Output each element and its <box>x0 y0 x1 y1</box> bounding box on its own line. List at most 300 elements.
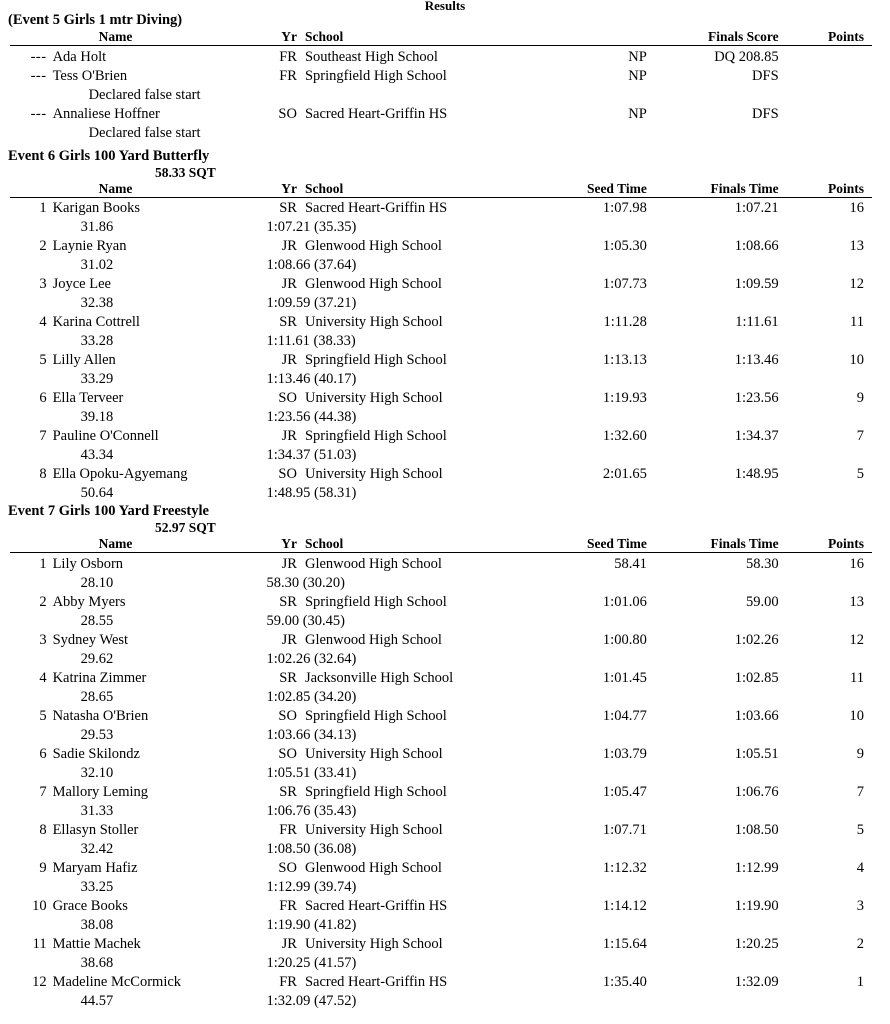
cell-finals: 1:07.21 <box>734 200 779 216</box>
cell-name: Grace Books <box>52 897 128 914</box>
cell-split-2: 1:12.99 (39.74) <box>266 878 357 895</box>
cell-finals: 1:48.95 <box>734 466 779 482</box>
cell-split-2: 1:32.09 (47.52) <box>266 992 357 1009</box>
cell-split-2: 1:19.90 (41.82) <box>266 916 357 933</box>
cell-blank <box>10 802 53 821</box>
cell-place: 8 <box>39 821 47 838</box>
table-row <box>10 897 872 916</box>
cell-name: Maryam Hafiz <box>52 859 138 876</box>
cell-finals: 1:02.85 <box>734 669 779 686</box>
splits-row <box>10 612 872 631</box>
cell-seed: NP <box>628 67 647 84</box>
col-place <box>10 536 53 553</box>
cell-split-1: 50.64 <box>80 485 114 501</box>
cell-name: Pauline O'Connell <box>52 428 159 444</box>
cell-points <box>779 67 872 86</box>
cell-blank <box>10 650 53 669</box>
cell-seed: 1:05.30 <box>602 238 647 254</box>
col-school: School <box>297 181 515 198</box>
cell-place: --- <box>30 67 47 84</box>
col-yr: Yr <box>260 181 297 198</box>
cell-blank <box>10 370 53 389</box>
cell-points: 2 <box>856 935 864 952</box>
splits-row <box>10 650 872 669</box>
table-header-row <box>10 29 872 46</box>
splits-row <box>10 726 872 745</box>
cell-place: 4 <box>39 669 47 686</box>
cell-seed: 1:01.06 <box>602 593 647 610</box>
cell-seed: 1:07.98 <box>602 200 647 216</box>
results-table-event-5 <box>10 29 872 143</box>
splits-row <box>10 408 872 427</box>
cell-points: 9 <box>856 390 864 406</box>
cell-split-1: 38.08 <box>80 916 114 933</box>
cell-name: Laynie Ryan <box>52 238 127 254</box>
cell-split-1: 31.86 <box>80 219 114 235</box>
cell-split-1: 31.33 <box>80 802 114 819</box>
cell-blank <box>10 218 53 237</box>
cell-split-2: 1:48.95 (58.31) <box>266 485 357 501</box>
table-row <box>10 821 872 840</box>
table-row <box>10 199 872 218</box>
table-row <box>10 707 872 726</box>
cell-blank <box>10 86 53 105</box>
cell-place: 9 <box>39 859 47 876</box>
col-finals-score: Finals Score <box>647 29 779 46</box>
cell-place: 4 <box>39 314 47 330</box>
cell-place: --- <box>30 105 47 122</box>
col-seed-time: Seed Time <box>515 536 647 553</box>
col-blank <box>515 29 647 46</box>
cell-split-2: 1:02.85 (34.20) <box>266 688 357 705</box>
splits-row <box>10 218 872 237</box>
cell-yr: SO <box>278 745 297 762</box>
note-row <box>10 86 872 105</box>
table-row <box>10 669 872 688</box>
cell-seed: 58.41 <box>614 555 647 572</box>
cell-blank <box>10 764 53 783</box>
cell-finals: 1:19.90 <box>734 897 779 914</box>
cell-yr: JR <box>281 276 297 292</box>
cell-school: University High School <box>304 821 443 838</box>
cell-school: Springfield High School <box>304 67 447 84</box>
cell-split-2: 1:13.46 (40.17) <box>266 371 357 387</box>
cell-split-1: 44.57 <box>80 992 114 1009</box>
cell-finals: 1:09.59 <box>734 276 779 292</box>
cell-split-1: 32.42 <box>80 840 114 857</box>
col-points: Points <box>779 536 872 553</box>
cell-name: Madeline McCormick <box>52 973 182 990</box>
cell-name: Ellasyn Stoller <box>52 821 139 838</box>
splits-row <box>10 992 872 1011</box>
page-title: Results <box>424 0 466 13</box>
cell-finals: 1:11.61 <box>735 314 779 330</box>
splits-row <box>10 916 872 935</box>
cell-blank <box>10 124 53 143</box>
table-row <box>10 745 872 764</box>
cell-school: Glenwood High School <box>304 631 442 648</box>
cell-school: Glenwood High School <box>304 276 442 292</box>
cell-points: 13 <box>849 238 864 254</box>
cell-finals: 59.00 <box>746 593 779 610</box>
results-table-event-6 <box>10 181 872 504</box>
table-row <box>10 427 872 446</box>
cell-school: Jacksonville High School <box>304 669 454 686</box>
cell-place: 11 <box>32 935 47 952</box>
cell-yr: SO <box>278 859 297 876</box>
cell-yr: SR <box>279 314 297 330</box>
cell-split-1: 31.02 <box>80 257 114 273</box>
cell-blank <box>10 840 53 859</box>
cell-finals: DQ 208.85 <box>714 48 779 65</box>
col-seed-time: Seed Time <box>515 181 647 198</box>
cell-points: 7 <box>856 428 864 444</box>
cell-name: Natasha O'Brien <box>52 707 149 724</box>
cell-yr: JR <box>281 631 297 648</box>
cell-blank <box>10 256 53 275</box>
cell-finals: 58.30 <box>746 555 779 572</box>
cell-seed: 1:12.32 <box>602 859 647 876</box>
cell-note: Declared false start <box>88 86 201 103</box>
cell-school: Springfield High School <box>304 783 447 800</box>
cell-place: 3 <box>39 276 47 292</box>
cell-seed: NP <box>628 48 647 65</box>
cell-yr: SO <box>278 390 297 406</box>
cell-points: 7 <box>856 783 864 800</box>
cell-points: 12 <box>849 276 864 292</box>
table-row <box>10 593 872 612</box>
cell-school: Glenwood High School <box>304 859 442 876</box>
cell-points: 16 <box>849 555 864 572</box>
cell-school: Glenwood High School <box>304 238 442 254</box>
cell-split-2: 1:05.51 (33.41) <box>266 764 357 781</box>
cell-school: University High School <box>304 390 443 406</box>
cell-place: 3 <box>39 631 47 648</box>
cell-split-1: 33.29 <box>80 371 114 387</box>
splits-row <box>10 256 872 275</box>
cell-name: Karigan Books <box>52 200 140 216</box>
splits-row <box>10 294 872 313</box>
table-row <box>10 275 872 294</box>
col-yr: Yr <box>260 29 297 46</box>
cell-points: 11 <box>850 314 864 330</box>
cell-name: Ella Opoku-Agyemang <box>52 466 188 482</box>
cell-points: 3 <box>856 897 864 914</box>
cell-split-2: 1:34.37 (51.03) <box>266 447 357 463</box>
cell-school: Sacred Heart-Griffin HS <box>304 105 448 122</box>
cell-seed: 1:19.93 <box>602 390 647 406</box>
cell-split-2: 1:07.21 (35.35) <box>266 219 357 235</box>
table-row <box>10 783 872 802</box>
cell-blank <box>10 878 53 897</box>
cell-school: Sacred Heart-Griffin HS <box>304 200 448 216</box>
cell-seed: 1:04.77 <box>602 707 647 724</box>
cell-blank <box>10 726 53 745</box>
cell-seed: 1:11.28 <box>603 314 647 330</box>
splits-row <box>10 954 872 973</box>
cell-blank <box>10 332 53 351</box>
cell-yr: SO <box>278 466 297 482</box>
cell-finals: 1:02.26 <box>734 631 779 648</box>
table-row <box>10 351 872 370</box>
cell-points: 4 <box>856 859 864 876</box>
cell-yr: JR <box>281 352 297 368</box>
cell-blank <box>10 992 53 1011</box>
col-place <box>10 181 53 198</box>
cell-yr: FR <box>279 973 297 990</box>
table-row <box>10 859 872 878</box>
splits-row <box>10 446 872 465</box>
splits-row <box>10 840 872 859</box>
cell-finals: 1:20.25 <box>734 935 779 952</box>
cell-split-1: 32.38 <box>80 295 114 311</box>
note-row <box>10 124 872 143</box>
cell-seed: 1:15.64 <box>602 935 647 952</box>
cell-blank <box>10 408 53 427</box>
cell-split-2: 1:06.76 (35.43) <box>266 802 357 819</box>
cell-points: 12 <box>849 631 864 648</box>
cell-seed: 1:00.80 <box>602 631 647 648</box>
cell-split-1: 28.55 <box>80 612 114 629</box>
cell-place: 1 <box>39 555 47 572</box>
cell-points: 9 <box>856 745 864 762</box>
cell-seed: 1:35.40 <box>602 973 647 990</box>
cell-finals: 1:08.66 <box>734 238 779 254</box>
cell-place: 2 <box>39 238 47 254</box>
cell-points: 5 <box>856 466 864 482</box>
cell-name: Abby Myers <box>52 593 126 610</box>
cell-split-1: 38.68 <box>80 954 114 971</box>
cell-split-1: 43.34 <box>80 447 114 463</box>
cell-name: Mallory Leming <box>52 783 149 800</box>
cell-place: 6 <box>39 390 47 406</box>
cell-blank <box>10 612 53 631</box>
cell-place: 6 <box>39 745 47 762</box>
cell-finals: DFS <box>752 105 779 122</box>
cell-split-2: 1:08.50 (36.08) <box>266 840 357 857</box>
cell-blank <box>10 954 53 973</box>
cell-place: 7 <box>39 783 47 800</box>
col-name: Name <box>53 536 261 553</box>
col-points: Points <box>779 181 872 198</box>
cell-split-1: 32.10 <box>80 764 114 781</box>
cell-points <box>779 105 872 124</box>
cell-split-2: 1:08.66 (37.64) <box>266 257 357 273</box>
cell-blank <box>10 446 53 465</box>
cell-split-1: 33.28 <box>80 333 114 349</box>
cell-name: Lilly Allen <box>52 352 116 368</box>
col-finals-time: Finals Time <box>647 181 779 198</box>
cell-name: Karina Cottrell <box>52 314 140 330</box>
cell-points: 5 <box>856 821 864 838</box>
cell-yr: SR <box>279 200 297 216</box>
cell-blank <box>10 294 53 313</box>
cell-yr: SR <box>279 593 297 610</box>
cell-seed: 1:05.47 <box>602 783 647 800</box>
cell-split-2: 1:23.56 (44.38) <box>266 409 357 425</box>
cell-name: Sadie Skilondz <box>52 745 140 762</box>
cell-place: 7 <box>39 428 47 444</box>
cell-place: 8 <box>39 466 47 482</box>
cell-yr: SR <box>279 669 297 686</box>
cell-seed: 1:32.60 <box>602 428 647 444</box>
cell-place: 5 <box>39 352 47 368</box>
cell-yr: JR <box>281 555 297 572</box>
table-row <box>10 237 872 256</box>
splits-row <box>10 574 872 593</box>
cell-school: Springfield High School <box>304 593 447 610</box>
cell-name: Mattie Machek <box>52 935 141 952</box>
col-finals-time: Finals Time <box>647 536 779 553</box>
table-header-row <box>10 181 872 198</box>
cell-name: Katrina Zimmer <box>52 669 147 686</box>
cell-name: Ella Terveer <box>52 390 124 406</box>
table-row <box>10 389 872 408</box>
cell-blank <box>10 688 53 707</box>
cell-school: Springfield High School <box>304 428 447 444</box>
cell-name: Tess O'Brien <box>52 67 128 84</box>
splits-row <box>10 370 872 389</box>
cell-yr: JR <box>281 935 297 952</box>
table-row <box>10 105 872 124</box>
cell-finals: 1:03.66 <box>734 707 779 724</box>
table-row <box>10 313 872 332</box>
cell-points <box>779 48 872 67</box>
results-table-event-7 <box>10 536 872 1011</box>
table-row <box>10 631 872 650</box>
cell-yr: FR <box>279 67 297 84</box>
splits-row <box>10 802 872 821</box>
cell-yr: SO <box>278 105 297 122</box>
cell-points: 1 <box>856 973 864 990</box>
cell-seed: 1:01.45 <box>602 669 647 686</box>
table-header-row <box>10 536 872 553</box>
cell-name: Annaliese Hoffner <box>52 105 160 122</box>
cell-points: 16 <box>849 200 864 216</box>
cell-place: 5 <box>39 707 47 724</box>
cell-split-2: 1:03.66 (34.13) <box>266 726 357 743</box>
cell-school: Springfield High School <box>304 352 447 368</box>
cell-yr: SR <box>279 783 297 800</box>
cell-yr: SO <box>278 707 297 724</box>
table-row <box>10 67 872 86</box>
cell-finals: 1:06.76 <box>734 783 779 800</box>
cell-yr: JR <box>281 428 297 444</box>
cell-split-1: 29.62 <box>80 650 114 667</box>
cell-finals: 1:32.09 <box>734 973 779 990</box>
cell-split-1: 28.10 <box>80 574 114 591</box>
cell-place: 10 <box>32 897 47 914</box>
event-header-7: Event 7 Girls 100 Yard Freestyle <box>8 503 209 519</box>
col-name: Name <box>53 29 261 46</box>
cell-name: Ada Holt <box>52 48 107 65</box>
col-points: Points <box>779 29 872 46</box>
splits-row <box>10 332 872 351</box>
event-header-5: (Event 5 Girls 1 mtr Diving) <box>8 12 183 28</box>
splits-row <box>10 484 872 503</box>
cell-points: 11 <box>850 669 864 686</box>
cell-points: 13 <box>849 593 864 610</box>
cell-split-1: 28.65 <box>80 688 114 705</box>
cell-finals: 1:12.99 <box>734 859 779 876</box>
cell-school: University High School <box>304 745 443 762</box>
cell-place: 1 <box>39 200 47 216</box>
cell-split-2: 1:09.59 (37.21) <box>266 295 357 311</box>
cell-seed: 1:07.71 <box>602 821 647 838</box>
cell-seed: 1:07.73 <box>602 276 647 292</box>
table-row <box>10 465 872 484</box>
table-row <box>10 48 872 67</box>
cell-school: Southeast High School <box>304 48 438 65</box>
cell-points: 10 <box>849 352 864 368</box>
cell-name: Sydney West <box>52 631 129 648</box>
splits-row <box>10 878 872 897</box>
event-header-6: Event 6 Girls 100 Yard Butterfly <box>8 147 210 164</box>
cell-split-2: 59.00 (30.45) <box>266 612 346 629</box>
cell-finals: 1:05.51 <box>734 745 779 762</box>
cell-school: Sacred Heart-Griffin HS <box>304 897 448 914</box>
event-subheader-7: 52.97 SQT <box>155 520 216 535</box>
cell-school: University High School <box>304 935 443 952</box>
cell-place: 12 <box>32 973 47 990</box>
col-school: School <box>297 536 515 553</box>
cell-yr: FR <box>279 821 297 838</box>
cell-blank <box>10 916 53 935</box>
cell-blank <box>10 484 53 503</box>
cell-seed: 1:13.13 <box>602 352 647 368</box>
cell-split-2: 1:11.61 (38.33) <box>266 333 356 349</box>
cell-split-2: 1:20.25 (41.57) <box>266 954 357 971</box>
col-yr: Yr <box>260 536 297 553</box>
cell-school: Springfield High School <box>304 707 447 724</box>
cell-note: Declared false start <box>88 124 201 141</box>
cell-blank <box>10 574 53 593</box>
table-row <box>10 935 872 954</box>
cell-finals: DFS <box>752 67 779 84</box>
cell-school: University High School <box>304 314 443 330</box>
cell-school: Glenwood High School <box>304 555 442 572</box>
cell-finals: 1:08.50 <box>734 821 779 838</box>
splits-row <box>10 688 872 707</box>
cell-split-2: 1:02.26 (32.64) <box>266 650 357 667</box>
cell-seed: 1:03.79 <box>602 745 647 762</box>
cell-finals: 1:13.46 <box>734 352 779 368</box>
cell-name: Joyce Lee <box>52 276 111 292</box>
table-row <box>10 555 872 574</box>
col-name: Name <box>53 181 261 198</box>
cell-finals: 1:23.56 <box>734 390 779 406</box>
table-row <box>10 973 872 992</box>
cell-place: --- <box>30 48 47 65</box>
cell-seed: 2:01.65 <box>602 466 647 482</box>
cell-yr: FR <box>279 48 297 65</box>
col-school: School <box>297 29 515 46</box>
cell-yr: JR <box>281 238 297 254</box>
cell-yr: FR <box>279 897 297 914</box>
cell-split-1: 33.25 <box>80 878 114 895</box>
col-place <box>10 29 53 46</box>
cell-school: Sacred Heart-Griffin HS <box>304 973 448 990</box>
splits-row <box>10 764 872 783</box>
cell-name: Lily Osborn <box>52 555 124 572</box>
cell-place: 2 <box>39 593 47 610</box>
cell-seed: NP <box>628 105 647 122</box>
cell-school: University High School <box>304 466 443 482</box>
cell-seed: 1:14.12 <box>602 897 647 914</box>
event-subheader-6: 58.33 SQT <box>155 164 216 180</box>
cell-split-2: 58.30 (30.20) <box>266 574 346 591</box>
cell-split-1: 29.53 <box>80 726 114 743</box>
